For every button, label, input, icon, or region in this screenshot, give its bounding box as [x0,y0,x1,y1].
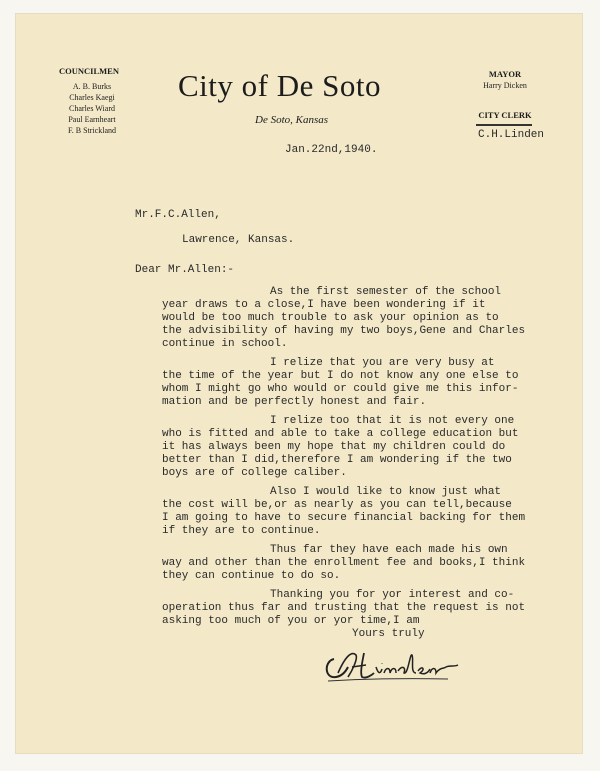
paragraph-line: they can continue to do so. [162,570,341,582]
paragraph-line: better than I did,therefore I am wondering if the two [162,454,512,466]
councilman-name: Paul Earnheart [68,115,116,124]
struck-clerk-name [476,124,532,126]
salutation: Dear Mr.Allen:- [135,264,235,276]
paragraph-line: who is fitted and able to take a college education but [162,428,519,440]
councilman-name: F. B Strickland [67,126,117,135]
recipient-city: Lawrence, Kansas. [182,234,295,246]
mayor-name: Harry Dicken [483,81,527,90]
councilman-name: A. B. Burks [72,82,112,91]
paragraph-line: I relize that you are very busy at [270,357,495,369]
paragraph-line: Thus far they have each made his own [270,544,508,556]
paragraph-line: way and other than the enrollment fee and books,I think [162,557,526,569]
councilman-name: Charles Wiard [69,104,115,113]
closing: Yours truly [352,628,425,640]
paragraph-line: boys are of college caliber. [162,467,347,479]
paragraph-line: operation thus far and trusting that the request is not [162,602,526,614]
mayor-heading: MAYOR [488,69,522,79]
paragraph-line: I am going to have to secure financial backing for them [162,512,526,524]
councilman-name: Charles Kaegi [69,93,115,102]
signature [322,645,462,685]
paragraph-line: year draws to a close,I have been wondering if it [162,299,486,311]
clerk-name-typed: C.H.Linden [478,129,545,141]
letter-date: Jan.22nd,1940. [285,144,378,156]
paragraph-line: whom I might go who would or could give me this infor- [162,383,519,395]
paragraph-line: Also I would like to know just what [270,486,502,498]
clerk-heading: CITY CLERK [478,110,532,120]
paragraph-line: Thanking you for yor interest and co- [270,589,515,601]
city-title: City of De Soto [178,68,381,103]
paragraph-line: I relize too that it is not every one [270,415,515,427]
paragraph-line: continue in school. [162,338,288,350]
paragraph-line: if they are to continue. [162,525,321,537]
paragraph-line: would be too much trouble to ask your opinion as to [162,312,499,324]
paragraph-line: asking too much of you or yor time,I am [162,615,420,627]
paragraph-line: the time of the year but I do not know any one else to [162,370,519,382]
paragraph-line: As the first semester of the school [270,286,502,298]
paragraph-line: it has always been my hope that my children could do [162,441,506,453]
recipient-name: Mr.F.C.Allen, [135,209,221,221]
councilmen-heading: COUNCILMEN [59,66,119,76]
paragraph-line: mation and be perfectly honest and fair. [162,396,427,408]
paragraph-line: the cost will be,or as nearly as you can tell,because [162,499,512,511]
paragraph-line: the advisibility of having my two boys,Gene and Charles [162,325,526,337]
city-subtitle: De Soto, Kansas [255,114,329,126]
